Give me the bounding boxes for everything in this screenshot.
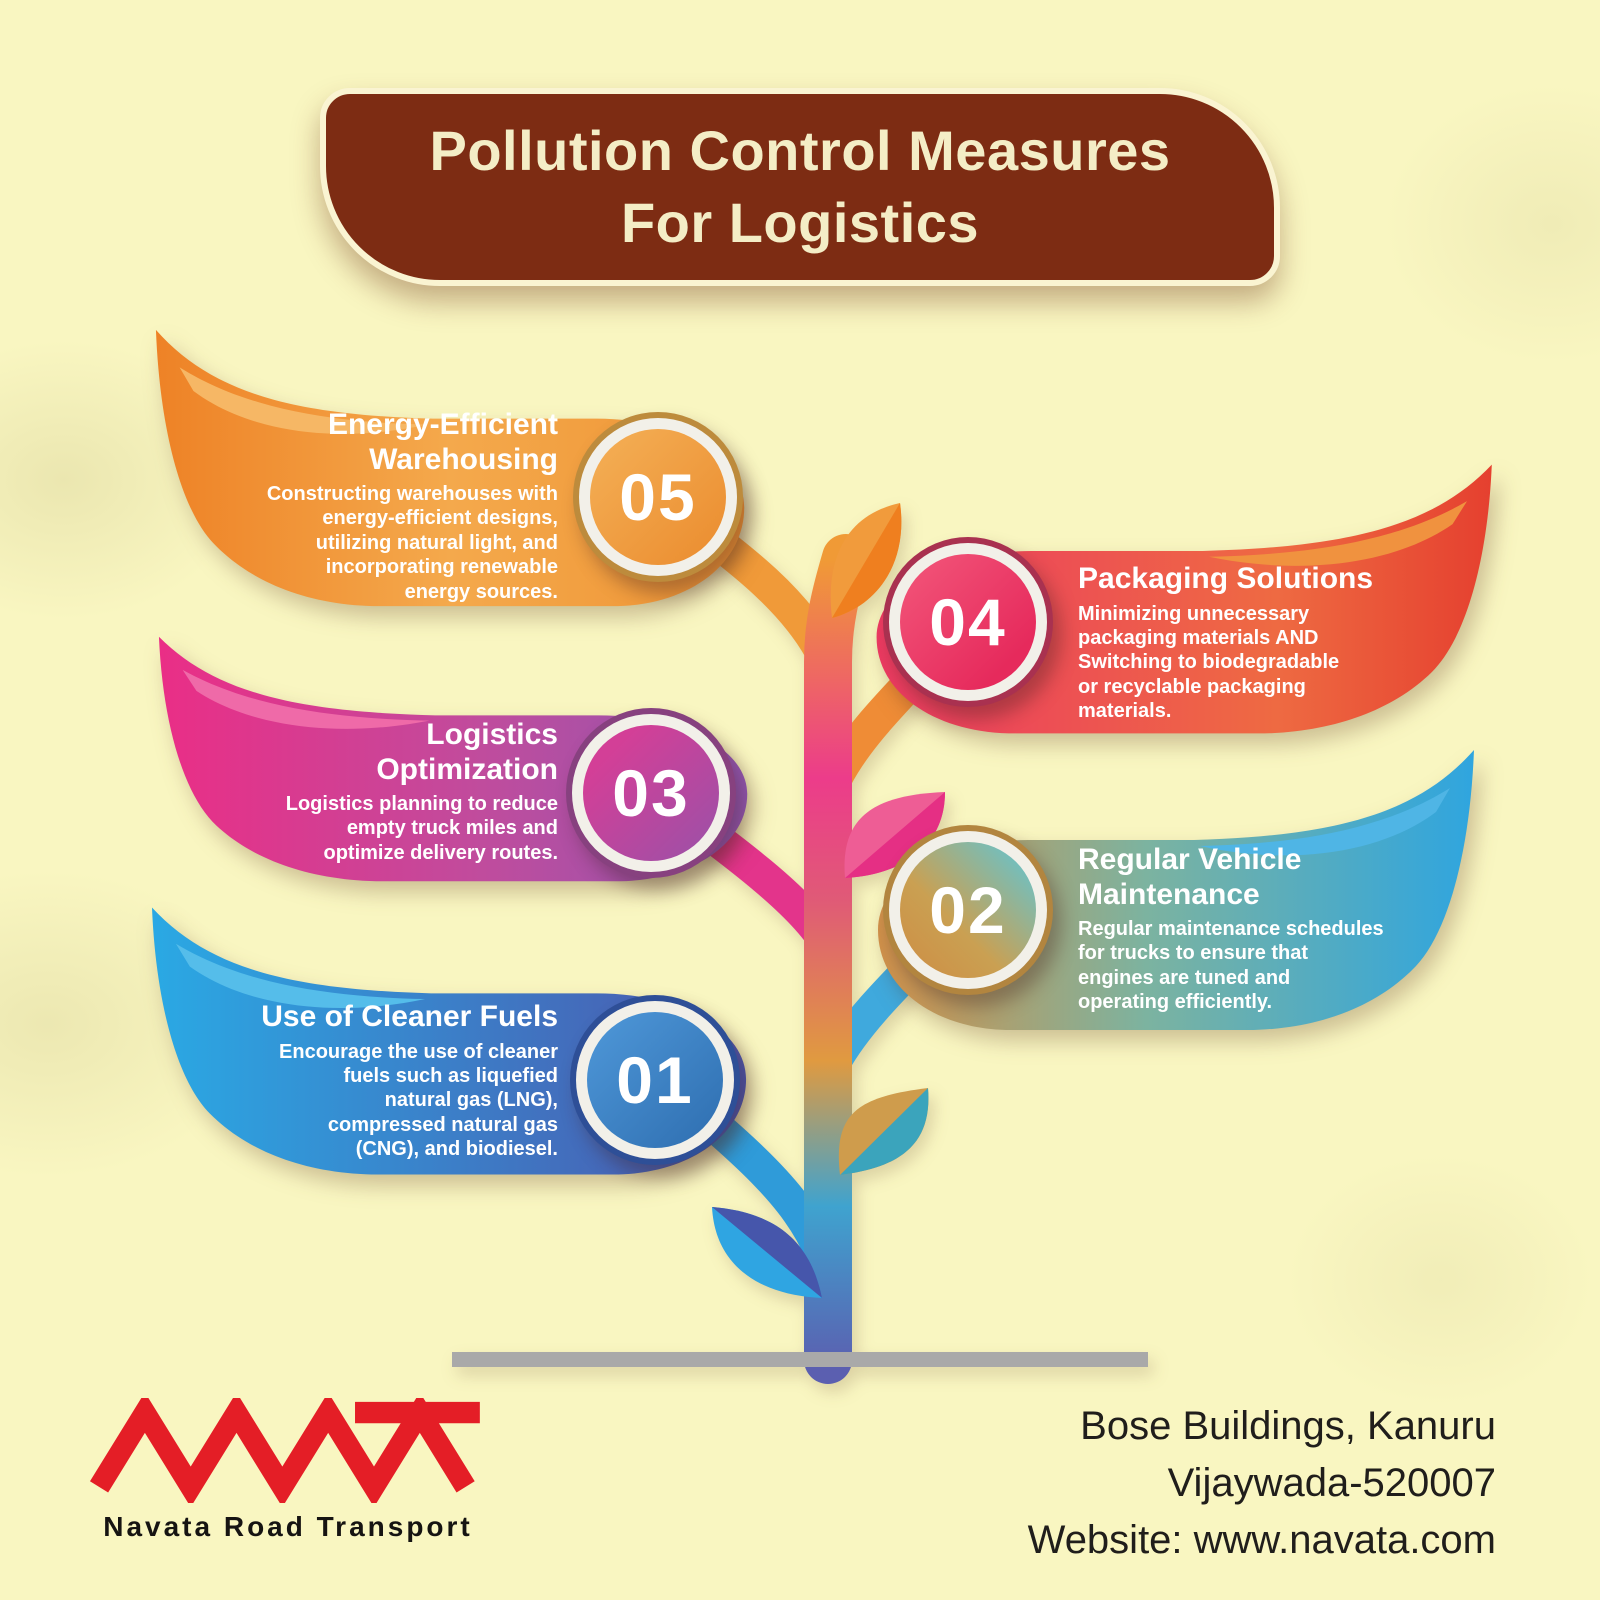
item-01-body: Encourage the use of cleaner fuels such as liquefied natural gas (LNG), compressed natural gas (CNG), and biodiesel. (279, 1040, 558, 1161)
item-04-number-badge (883, 537, 1053, 707)
item-02-body: Regular maintenance schedules for trucks to ensure that engines are tuned and operating efficiently. (1078, 918, 1384, 1014)
item-02-number: 02 (929, 873, 1007, 947)
item-03-body: Logistics planning to reduce empty truck miles and optimize delivery routes. (285, 793, 558, 864)
badge-fill (900, 554, 1036, 690)
item-05-body: Constructing warehouses with energy-efficient designs, utilizing natural light, and incorporating renewable energy sources. (266, 483, 558, 603)
page-title: Pollution Control Measures For Logistics (429, 119, 1171, 254)
badge-ring (889, 831, 1047, 989)
item-03-number: 03 (612, 756, 690, 830)
item-03-heading: Logistics Optimization (376, 718, 558, 786)
title-banner (320, 88, 1280, 286)
stem (828, 558, 846, 1360)
navata-logo (88, 1398, 488, 1543)
item-03-text (260, 718, 558, 865)
footer-address (916, 1402, 1496, 1572)
item-03-number-badge (566, 708, 736, 878)
badge-ring (576, 1001, 734, 1159)
logo-label: Navata Road Transport (103, 1511, 473, 1542)
item-01-number: 01 (616, 1043, 694, 1117)
badge-ring (579, 418, 737, 576)
address-line-2: Vijaywada-520007 (1167, 1460, 1496, 1505)
item-04-body: Minimizing unnecessary packaging materials AND Switching to biodegradable or recyclable packaging materials. (1078, 602, 1340, 723)
item-02-number-badge (883, 825, 1053, 995)
badge-fill (583, 725, 719, 861)
navata-logo-icon (88, 1398, 483, 1503)
badge-fill (590, 429, 726, 565)
item-04-number: 04 (929, 585, 1007, 659)
ground-line (452, 1352, 1148, 1367)
item-01-text (233, 1000, 558, 1161)
item-05-heading: Energy-Efficient Warehousing (327, 408, 558, 476)
item-02-text (1078, 843, 1458, 1015)
item-02-heading: Regular Vehicle Maintenance (1078, 843, 1302, 911)
badge-ring (889, 543, 1047, 701)
address-line-3: Website: www.navata.com (1027, 1517, 1496, 1562)
badge-ring (572, 714, 730, 872)
item-04-text (1078, 562, 1450, 723)
item-05-number: 05 (619, 460, 697, 534)
item-05-number-badge (573, 412, 743, 582)
address-line-1: Bose Buildings, Kanuru (1080, 1404, 1496, 1448)
item-04-heading: Packaging Solutions (1078, 562, 1374, 595)
item-01-heading: Use of Cleaner Fuels (261, 1000, 558, 1033)
badge-fill (900, 842, 1036, 978)
badge-fill (587, 1012, 723, 1148)
item-05-text (250, 408, 558, 604)
stem-leaf-orange-teal (839, 1088, 929, 1175)
item-01-number-badge (570, 995, 740, 1165)
